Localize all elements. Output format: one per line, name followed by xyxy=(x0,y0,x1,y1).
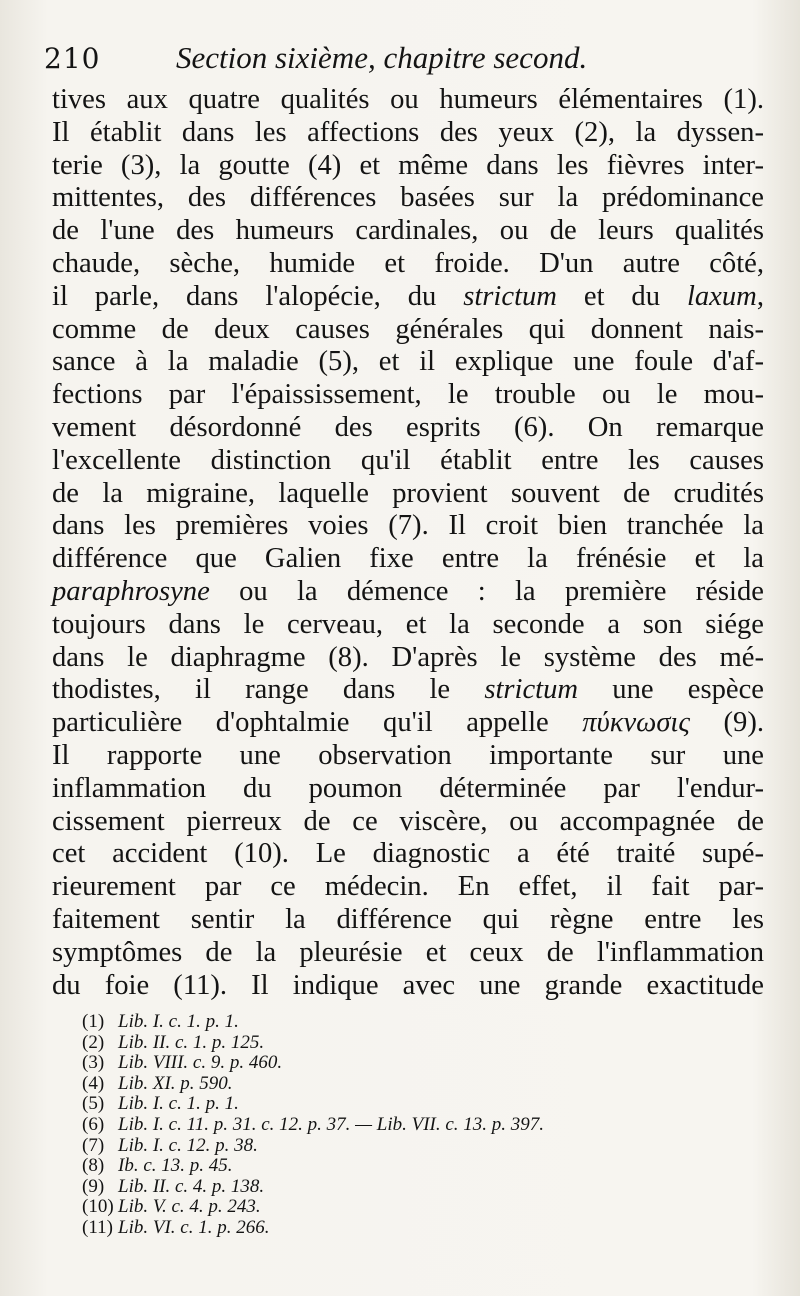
text-run: l'excellente distinction qu'il établit entre les causes xyxy=(52,444,764,476)
text-run: du foie (11). Il indique avec une grande exactitude xyxy=(52,969,764,1001)
footnote xyxy=(82,1197,772,1218)
text-run: comme de deux causes générales qui donnent nais- xyxy=(52,313,764,345)
text-line xyxy=(52,773,764,806)
page-number: 210 xyxy=(44,42,101,75)
text-line xyxy=(52,838,764,871)
footnote-number: (3) xyxy=(82,1052,105,1074)
text-line xyxy=(52,871,764,904)
text-run: vement désordonné des esprits (6). On remarque xyxy=(52,411,764,443)
footnote xyxy=(82,1218,772,1239)
text-line xyxy=(52,84,764,117)
footnote-number: (7) xyxy=(82,1134,105,1156)
italic-term: strictum xyxy=(463,280,557,312)
footnote-number: (8) xyxy=(82,1155,105,1177)
text-run: chaude, sèche, humide et froide. D'un autre côté, xyxy=(52,247,764,279)
text-line xyxy=(52,182,764,215)
text-line xyxy=(52,412,764,445)
text-line xyxy=(52,478,764,511)
text-line xyxy=(52,642,764,675)
text-run: fections par l'épaississement, le trouble ou le mou- xyxy=(52,379,764,411)
footnote-text: Lib. II. c. 4. p. 138. xyxy=(118,1175,265,1197)
text-run: particulière d'ophtalmie qu'il appelle xyxy=(52,707,583,739)
footnote xyxy=(82,1053,772,1074)
text-line xyxy=(52,445,764,478)
footnote-text: Lib. I. c. 12. p. 38. xyxy=(118,1134,258,1156)
footnote xyxy=(82,1033,772,1054)
text-line xyxy=(52,904,764,937)
text-run: (9). xyxy=(689,707,765,739)
footnote-text: Lib. V. c. 4. p. 243. xyxy=(118,1196,261,1218)
text-run: tives aux quatre qualités ou humeurs élémentaires (1). xyxy=(52,84,764,115)
text-run: cet accident (10). Le diagnostic a été traité supé- xyxy=(52,838,764,870)
text-run: Il rapporte une observation importante sur une xyxy=(52,739,764,771)
text-line xyxy=(52,248,764,281)
footnote xyxy=(82,1115,772,1136)
text-run: thodistes, il range dans le xyxy=(52,674,485,706)
text-line xyxy=(52,576,764,609)
footnote xyxy=(82,1156,772,1177)
text-line xyxy=(52,707,764,740)
body-text xyxy=(52,84,764,1002)
text-line xyxy=(52,346,764,379)
footnote-text: Lib. I. c. 1. p. 1. xyxy=(118,1011,239,1032)
footnote-number: (11) xyxy=(82,1216,113,1238)
text-run: Il établit dans les affections des yeux (2), la dyssen- xyxy=(52,116,764,148)
footnote-number: (1) xyxy=(82,1011,105,1032)
text-line xyxy=(52,806,764,839)
text-run: faitement sentir la différence qui règne entre les xyxy=(52,903,764,935)
footnote-number: (10) xyxy=(82,1196,114,1218)
footnote-text: Lib. I. c. 11. p. 31. c. 12. p. 37. — Lib. VII. c. 13. p. 397. xyxy=(118,1113,545,1135)
footnote-number: (4) xyxy=(82,1072,105,1094)
text-run: sance à la maladie (5), et il explique une foule d'af- xyxy=(52,346,764,378)
italic-term: strictum xyxy=(484,674,579,706)
text-run: et du xyxy=(556,280,687,312)
text-line xyxy=(52,215,764,248)
italic-term: πύκνωσις xyxy=(582,707,690,739)
footnote xyxy=(82,1074,772,1095)
text-run: inflammation du poumon déterminée par l'endur- xyxy=(52,772,764,804)
text-line xyxy=(52,970,764,1003)
text-run: mittentes, des différences basées sur la prédominance xyxy=(52,182,764,214)
footnotes xyxy=(82,1012,772,1239)
footnote-text: Lib. XI. p. 590. xyxy=(118,1072,233,1094)
text-line xyxy=(52,510,764,543)
footnote-text: Ib. c. 13. p. 45. xyxy=(118,1155,233,1177)
text-run: symptômes de la pleurésie et ceux de l'inflammation xyxy=(52,936,764,968)
footnote xyxy=(82,1177,772,1198)
text-run: toujours dans le cerveau, et la seconde a son siége xyxy=(52,608,764,640)
italic-term: laxum xyxy=(686,280,757,312)
text-line xyxy=(52,281,764,314)
text-line xyxy=(52,150,764,183)
footnote-number: (2) xyxy=(82,1031,105,1053)
running-head: Section sixième, chapitre second. xyxy=(176,40,588,75)
text-run: , xyxy=(756,280,764,312)
footnote-text: Lib. II. c. 1. p. 125. xyxy=(118,1031,265,1053)
text-line xyxy=(52,609,764,642)
footnote xyxy=(82,1094,772,1115)
text-run: dans le diaphragme (8). D'après le système des mé- xyxy=(52,641,764,673)
footnote-number: (9) xyxy=(82,1175,105,1197)
footnote xyxy=(82,1136,772,1157)
text-run: de l'une des humeurs cardinales, ou de leurs qualités xyxy=(52,215,764,247)
text-run: de la migraine, laquelle provient souvent de crudités xyxy=(52,477,764,509)
text-line xyxy=(52,543,764,576)
footnote-text: Lib. VIII. c. 9. p. 460. xyxy=(118,1052,283,1074)
text-run: terie (3), la goutte (4) et même dans les fièvres inter- xyxy=(52,149,764,181)
footnote xyxy=(82,1012,772,1033)
page-header xyxy=(44,40,760,80)
footnote-text: Lib. VI. c. 1. p. 266. xyxy=(118,1216,270,1238)
text-run: dans les premières voies (7). Il croit bien tranchée la xyxy=(52,510,764,542)
text-run: ou la démence : la première réside xyxy=(209,575,764,607)
text-run: différence que Galien fixe entre la frénésie et la xyxy=(52,543,764,575)
italic-term: paraphrosyne xyxy=(52,575,210,607)
text-run: il parle, dans l'alopécie, du xyxy=(52,280,464,312)
text-line xyxy=(52,674,764,707)
text-run: rieurement par ce médecin. En effet, il fait par- xyxy=(52,871,764,903)
text-run: une espèce xyxy=(578,674,764,706)
text-line xyxy=(52,740,764,773)
text-line xyxy=(52,937,764,970)
footnote-number: (5) xyxy=(82,1093,105,1115)
text-line xyxy=(52,314,764,347)
footnote-number: (6) xyxy=(82,1113,105,1135)
text-line xyxy=(52,117,764,150)
footnote-text: Lib. I. c. 1. p. 1. xyxy=(118,1093,239,1115)
text-line xyxy=(52,379,764,412)
text-run: cissement pierreux de ce viscère, ou accompagnée de xyxy=(52,805,764,837)
